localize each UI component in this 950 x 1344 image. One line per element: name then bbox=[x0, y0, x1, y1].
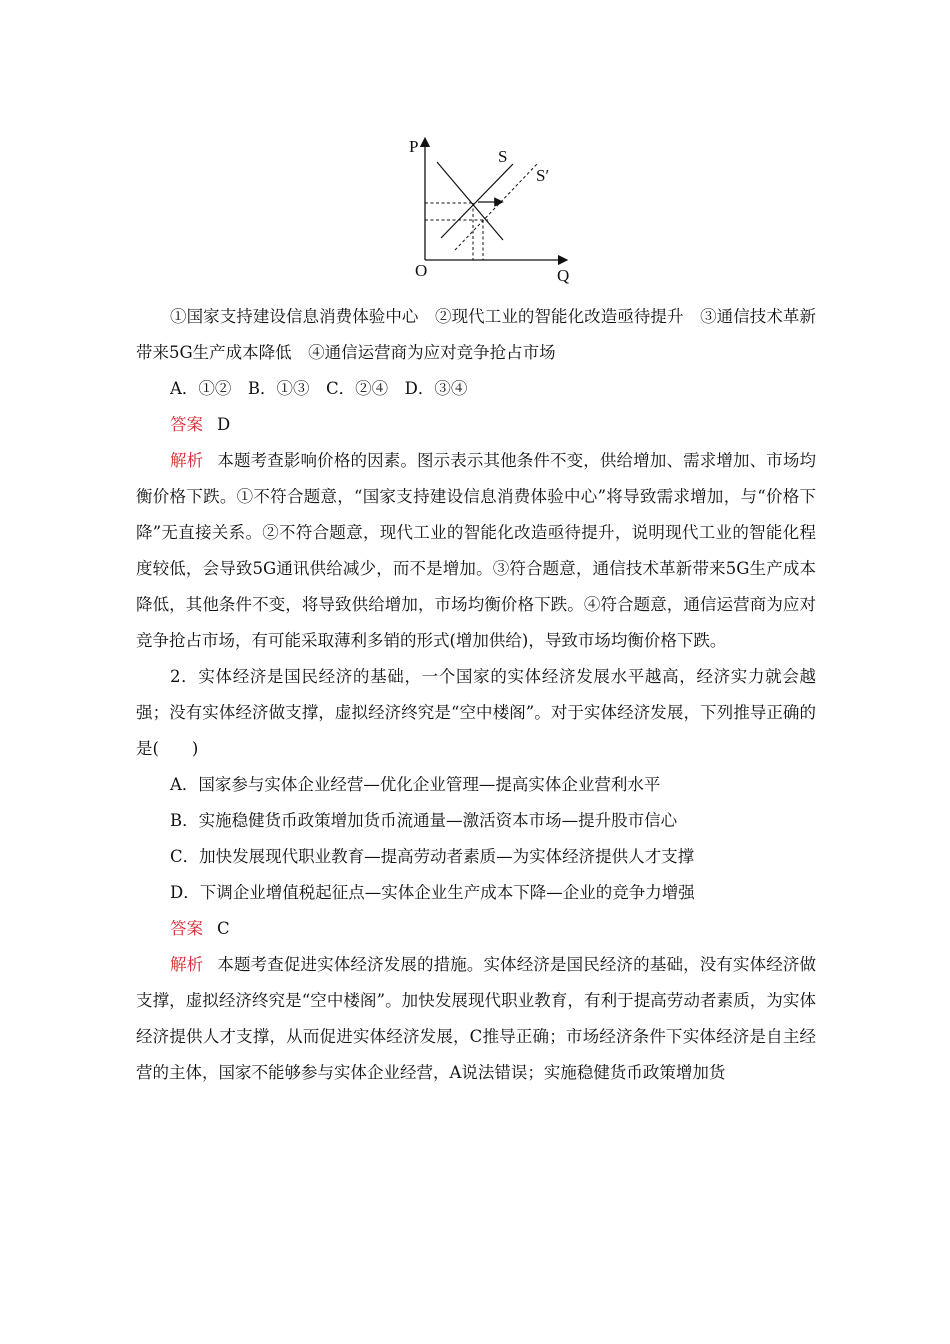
curve-s-label: S bbox=[498, 147, 508, 166]
q1-analysis bbox=[136, 443, 816, 659]
answer-label: 答案 bbox=[170, 919, 203, 938]
answer-value: C bbox=[217, 919, 230, 938]
answer-value: D bbox=[217, 415, 231, 434]
q1-options: A．①② B．①③ C．②④ D．③④ bbox=[170, 379, 468, 398]
q2-option-d: D．下调企业增值税起征点—实体企业生产成本下降—企业的竞争力增强 bbox=[170, 883, 695, 902]
supply-curve-s-prime bbox=[455, 164, 537, 250]
q2-option-a: A．国家参与实体企业经营—优化企业管理—提高实体企业营利水平 bbox=[170, 775, 661, 794]
analysis-label: 解析 bbox=[170, 955, 204, 974]
supply-demand-figure bbox=[395, 128, 585, 288]
q2-answer bbox=[136, 911, 816, 947]
analysis-text: 本题考查促进实体经济发展的措施。实体经济是国民经济的基础，没有实体经济做支撑，虚拟经济终究是“空中楼阁”。加快发展现代职业教育，有利于提高劳动者素质，为实体经济提供人才支撑，从而促进实体经济发展，C推导正确；市场经济条件下实体经济是自主经营的主体，国家不能够参与实体企业经营，A说法错误；实施稳健货币政策增加货 bbox=[136, 955, 817, 1082]
q2-stem: 2．实体经济是国民经济的基础，一个国家的实体经济发展水平越高，经济实力就会越强；没有实体经济做支撑，虚拟经济终究是“空中楼阁”。对于实体经济发展，下列推导正确的是( ) bbox=[136, 667, 816, 758]
curve-s-prime-label: S′ bbox=[536, 166, 550, 185]
origin-label: O bbox=[415, 261, 428, 280]
supply-demand-diagram bbox=[395, 128, 585, 288]
q1-answer bbox=[136, 407, 816, 443]
analysis-text: 本题考查影响价格的因素。图示表示其他条件不变，供给增加、需求增加、市场均衡价格下跌。①不符合题意，“国家支持建设信息消费体验中心”将导致需求增加，与“价格下降”无直接关系。②不符合题意，现代工业的智能化改造亟待提升，说明现代工业的智能化程度较低，会导致5G通讯供给减少，而不是增加。③符合题意，通信技术革新带来5G生产成本降低，其他条件不变，将导致供给增加，市场均衡价格下跌。④符合题意，通信运营商为应对竞争抢占市场，有可能采取薄利多销的形式(增加供给)，导致市场均衡价格下跌。 bbox=[136, 451, 817, 650]
q1-statements: ①国家支持建设信息消费体验中心 ②现代工业的智能化改造亟待提升 ③通信技术革新带来5G生产成本降低 ④通信运营商为应对竞争抢占市场 bbox=[136, 307, 816, 362]
demand-curve bbox=[437, 162, 503, 240]
axis-p-label: P bbox=[409, 137, 419, 156]
question-content bbox=[136, 299, 816, 1091]
q2-option-c: C．加快发展现代职业教育—提高劳动者素质—为实体经济提供人才支撑 bbox=[170, 847, 695, 866]
q2-option-b: B．实施稳健货币政策增加货币流通量—激活资本市场—提升股市信心 bbox=[170, 811, 678, 830]
answer-label: 答案 bbox=[170, 415, 203, 434]
q2-analysis bbox=[136, 947, 816, 1091]
axis-q-label: Q bbox=[557, 266, 570, 285]
analysis-label: 解析 bbox=[170, 451, 204, 470]
